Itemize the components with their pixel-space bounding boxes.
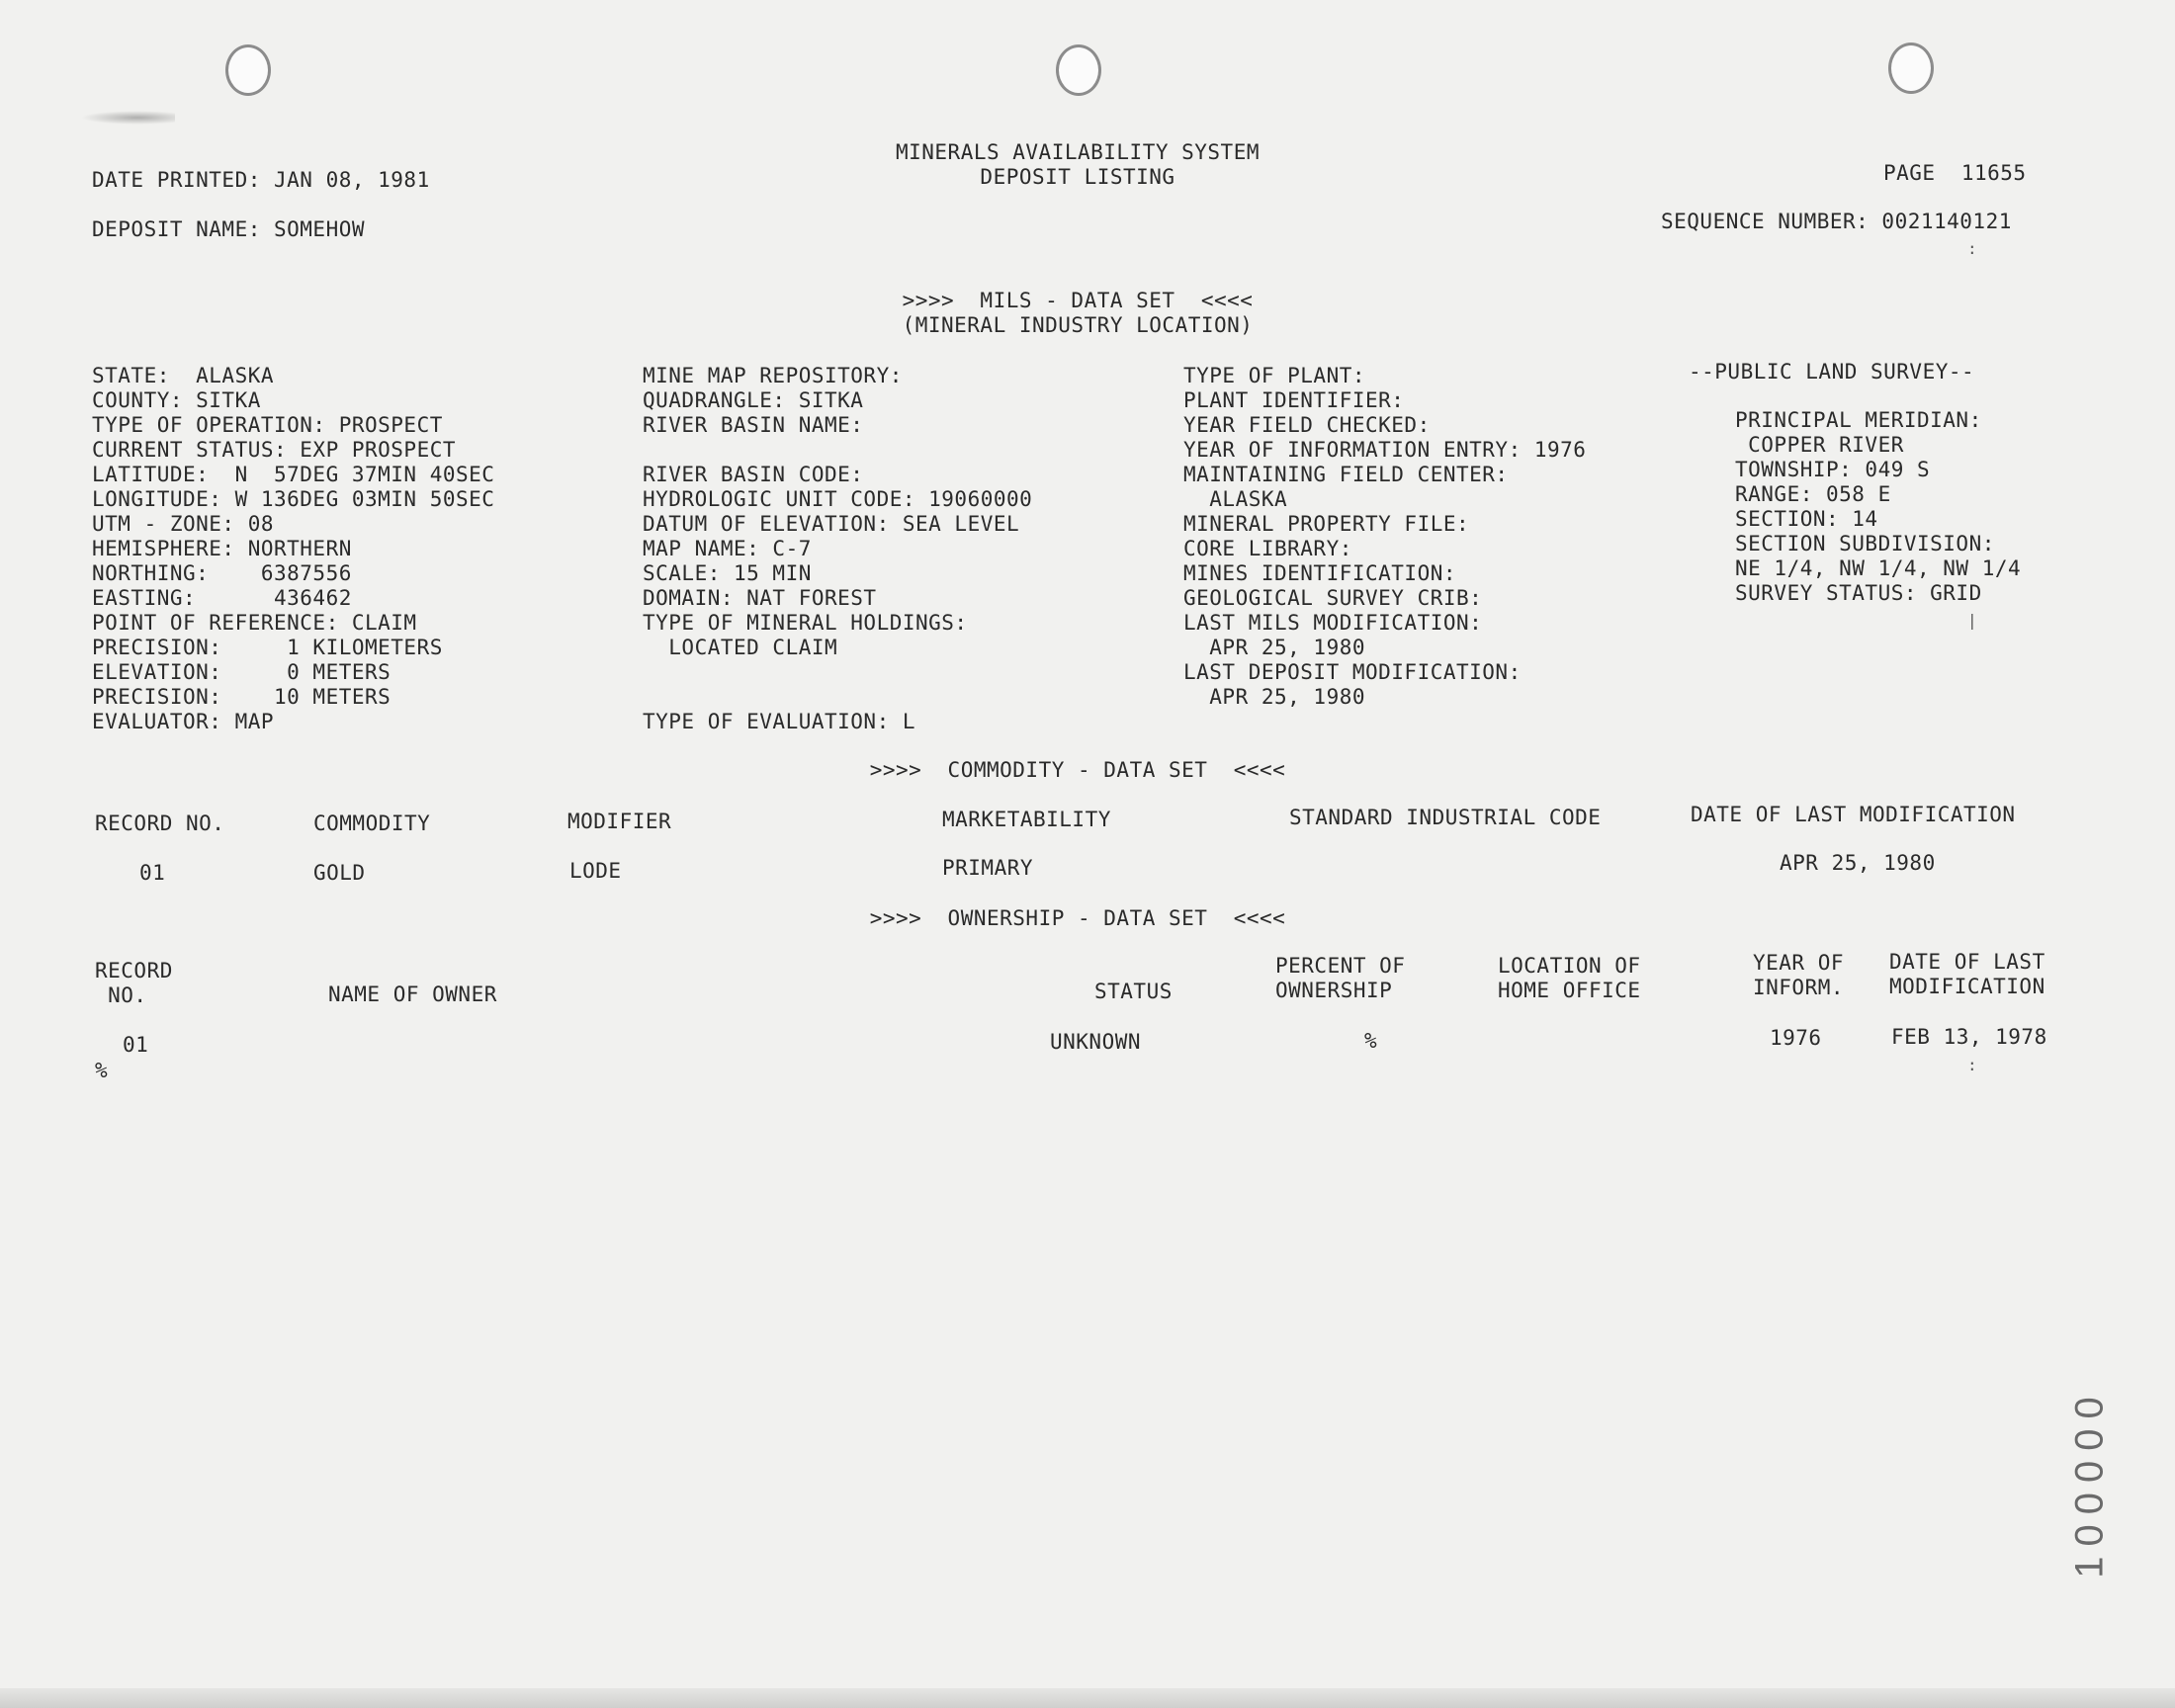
field-datum-of-elevation: DATUM OF ELEVATION: SEA LEVEL [643,512,1020,536]
stray-mark: : [1967,1056,1977,1074]
field-quadrangle: QUADRANGLE: SITKA [643,388,864,412]
field-mineral-holdings-value: LOCATED CLAIM [643,636,838,659]
listing-title: DEPOSIT LISTING [980,165,1175,189]
end-of-record-marker: % [95,1059,109,1082]
field-section-subdivision-value: NE 1/4, NW 1/4, NW 1/4 [1735,556,2022,580]
field-mine-map-repository: MINE MAP REPOSITORY: [643,364,903,387]
field-river-basin-code: RIVER BASIN CODE: [643,463,864,486]
field-domain: DOMAIN: NAT FOREST [643,586,877,610]
commodity-title: >>>> COMMODITY - DATA SET <<<< [869,758,1286,782]
commodity-cell-marketability: PRIMARY [942,856,1034,880]
ownership-header-home-office: HOME OFFICE [1498,979,1641,1002]
field-river-basin-name: RIVER BASIN NAME: [643,413,864,437]
commodity-header-modifier: MODIFIER [567,810,672,833]
stray-mark: | [1967,611,1977,630]
field-type-of-plant: TYPE OF PLANT: [1183,364,1366,387]
field-geological-survey-crib: GEOLOGICAL SURVEY CRIB: [1183,586,1483,610]
field-elevation: ELEVATION: 0 METERS [92,660,392,684]
date-printed: DATE PRINTED: JAN 08, 1981 [92,168,430,192]
field-last-mils-modification: LAST MILS MODIFICATION: [1183,611,1483,635]
stray-mark: : [1967,239,1977,258]
field-hydrologic-unit-code: HYDROLOGIC UNIT CODE: 19060000 [643,487,1033,511]
field-core-library: CORE LIBRARY: [1183,537,1352,560]
ownership-header-modification: MODIFICATION [1889,975,2045,998]
sequence-number: SEQUENCE NUMBER: 0021140121 [1661,210,2012,233]
field-section: SECTION: 14 [1735,507,1878,531]
ownership-header-year: YEAR OF [1753,951,1845,975]
field-county: COUNTY: SITKA [92,388,261,412]
ownership-header-date: DATE OF LAST [1889,950,2045,974]
field-maintaining-field-center: MAINTAINING FIELD CENTER: [1183,463,1509,486]
ownership-cell-percent: % [1364,1029,1378,1053]
commodity-header-sic: STANDARD INDUSTRIAL CODE [1289,806,1602,829]
punch-hole [1056,44,1101,96]
field-mineral-property-file: MINERAL PROPERTY FILE: [1183,512,1470,536]
field-utm-zone: UTM - ZONE: 08 [92,512,275,536]
field-field-center-value: ALASKA [1183,487,1288,511]
field-last-deposit-modification-date: APR 25, 1980 [1183,685,1366,709]
ownership-header-ownership: OWNERSHIP [1275,979,1393,1002]
field-current-status: CURRENT STATUS: EXP PROSPECT [92,438,457,462]
ink-smudge [81,111,175,125]
commodity-cell-last-mod: APR 25, 1980 [1780,851,1936,875]
field-principal-meridian: PRINCIPAL MERIDIAN: [1735,408,1982,432]
ownership-header-inform: INFORM. [1753,976,1845,999]
system-title: MINERALS AVAILABILITY SYSTEM [895,140,1260,164]
field-point-of-reference: POINT OF REFERENCE: CLAIM [92,611,417,635]
field-precision-elevation: PRECISION: 10 METERS [92,685,392,709]
file-number-text: 100000 [2067,1387,2112,1579]
field-state: STATE: ALASKA [92,364,275,387]
field-precision-location: PRECISION: 1 KILOMETERS [92,636,443,659]
ownership-cell-year: 1976 [1770,1026,1822,1050]
field-type-of-mineral-holdings: TYPE OF MINERAL HOLDINGS: [643,611,968,635]
field-latitude: LATITUDE: N 57DEG 37MIN 40SEC [92,463,495,486]
public-land-survey-title: --PUBLIC LAND SURVEY-- [1689,360,1975,384]
ownership-title: >>>> OWNERSHIP - DATA SET <<<< [869,906,1286,930]
commodity-cell-record: 01 [139,861,166,885]
commodity-header-marketability: MARKETABILITY [942,808,1111,831]
ownership-cell-record: 01 [123,1033,149,1057]
commodity-header-last-mod: DATE OF LAST MODIFICATION [1691,803,2016,826]
mils-title: >>>> MILS - DATA SET <<<< [902,289,1254,312]
field-township: TOWNSHIP: 049 S [1735,458,1931,481]
field-type-of-operation: TYPE OF OPERATION: PROSPECT [92,413,443,437]
field-northing: NORTHING: 6387556 [92,561,352,585]
ownership-cell-date: FEB 13, 1978 [1891,1025,2047,1049]
field-scale: SCALE: 15 MIN [643,561,812,585]
ownership-cell-status: UNKNOWN [1050,1030,1142,1054]
ownership-header-percent: PERCENT OF [1275,954,1406,978]
punch-hole [1888,43,1934,94]
ownership-header-record: RECORD [95,959,173,982]
field-mines-identification: MINES IDENTIFICATION: [1183,561,1457,585]
field-principal-meridian-value: COPPER RIVER [1735,433,1904,457]
field-section-subdivision: SECTION SUBDIVISION: [1735,532,1995,555]
field-survey-status: SURVEY STATUS: GRID [1735,581,1982,605]
commodity-cell-commodity: GOLD [313,861,366,885]
field-type-of-evaluation: TYPE OF EVALUATION: L [643,710,916,733]
ownership-header-record-no: NO. [95,983,147,1007]
commodity-header-commodity: COMMODITY [313,811,431,835]
field-last-deposit-modification: LAST DEPOSIT MODIFICATION: [1183,660,1522,684]
file-number-stamp [2060,1384,2120,1581]
ownership-header-owner: NAME OF OWNER [328,982,497,1006]
commodity-cell-modifier: LODE [569,859,622,883]
commodity-header-record: RECORD NO. [95,811,225,835]
ownership-header-location: LOCATION OF [1498,954,1641,978]
field-evaluator: EVALUATOR: MAP [92,710,275,733]
punch-hole [225,44,271,96]
deposit-name: DEPOSIT NAME: SOMEHOW [92,217,366,241]
mils-subtitle: (MINERAL INDUSTRY LOCATION) [902,313,1254,337]
field-plant-identifier: PLANT IDENTIFIER: [1183,388,1405,412]
page-number: PAGE 11655 [1883,161,2027,185]
ownership-header-status: STATUS [1094,980,1173,1003]
field-hemisphere: HEMISPHERE: NORTHERN [92,537,352,560]
field-year-field-checked: YEAR FIELD CHECKED: [1183,413,1431,437]
field-year-of-information-entry: YEAR OF INFORMATION ENTRY: 1976 [1183,438,1587,462]
field-last-mils-modification-date: APR 25, 1980 [1183,636,1366,659]
field-longitude: LONGITUDE: W 136DEG 03MIN 50SEC [92,487,495,511]
field-easting: EASTING: 436462 [92,586,352,610]
field-range: RANGE: 058 E [1735,482,1891,506]
field-map-name: MAP NAME: C-7 [643,537,812,560]
